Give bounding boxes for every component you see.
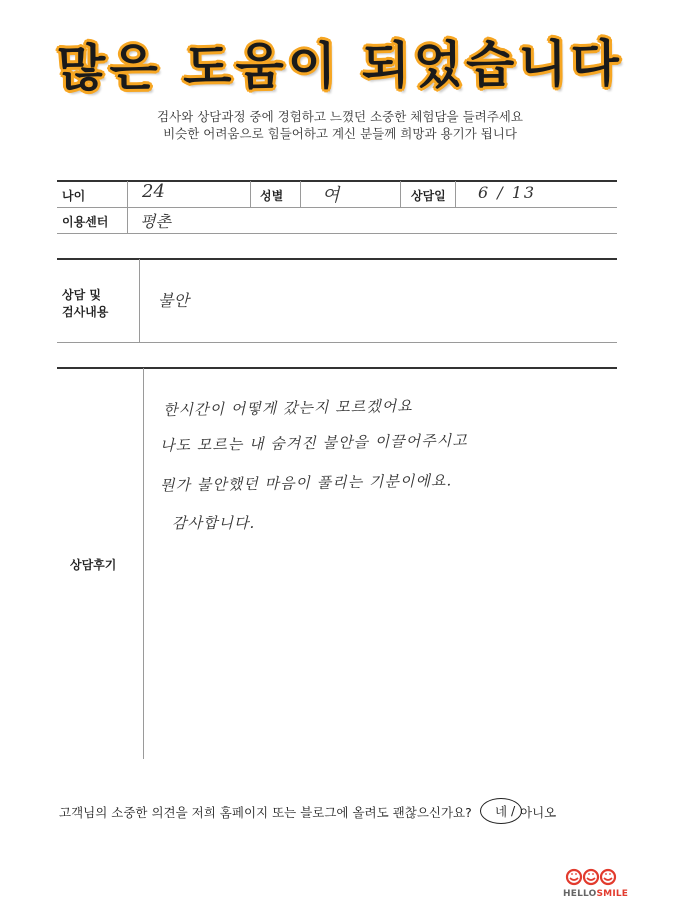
center-value: 평촌 [140, 212, 171, 231]
column-divider [250, 181, 251, 207]
column-divider [139, 259, 140, 342]
gender-label: 성별 [260, 189, 284, 203]
page-title: 많은 도움이 되었습니다 [56, 34, 624, 98]
column-divider [143, 368, 144, 759]
review-label: 상담후기 [70, 558, 117, 572]
row-divider [57, 342, 617, 343]
content-label-line-2: 검사내용 [62, 305, 109, 319]
row-divider [57, 207, 617, 208]
gender-value: 여 [322, 185, 340, 206]
column-divider [455, 181, 456, 207]
center-label: 이용센터 [62, 215, 109, 229]
date-value: 6 / 13 [478, 183, 537, 202]
column-divider [300, 181, 301, 207]
review-line: 나도 모르는 내 숨겨진 불안을 이끌어주시고 [159, 431, 468, 455]
age-value: 24 [142, 181, 165, 202]
consent-separator: / [511, 803, 516, 818]
column-divider [400, 181, 401, 207]
age-label: 나이 [62, 189, 86, 203]
subtitle-line-2: 비슷한 어려움으로 힘들어하고 계신 분들께 희망과 용기가 됩니다 [163, 126, 517, 141]
consent-yes-option[interactable]: 네 [480, 798, 522, 824]
hellosmile-logo-text [563, 889, 628, 899]
review-line: 뭔가 불안했던 마음이 풀리는 기분이에요. [159, 471, 453, 495]
column-divider [127, 181, 128, 233]
date-label: 상담일 [411, 189, 446, 203]
section-rule [57, 258, 617, 260]
content-value: 불안 [158, 291, 189, 310]
section-rule [57, 367, 617, 369]
review-line: 감사합니다. [172, 514, 256, 532]
consent-question: 고객님의 소중한 의견을 저희 홈페이지 또는 블로그에 올려도 괜찮으신가요? [59, 805, 472, 820]
review-line: 한시간이 어떻게 갔는지 모르겠어요 [162, 396, 413, 420]
row-divider [57, 233, 617, 234]
consent-no-option[interactable]: 아니오 [520, 805, 557, 820]
logo-hello: HELLO [563, 889, 597, 899]
subtitle-line-1: 검사와 상담과정 중에 경험하고 느꼈던 소중한 체험담을 들려주세요 [157, 109, 523, 124]
content-label-line-1: 상담 및 [62, 288, 101, 302]
hellosmile-logo-icon [565, 865, 617, 887]
logo-smile: SMILE [596, 889, 629, 899]
